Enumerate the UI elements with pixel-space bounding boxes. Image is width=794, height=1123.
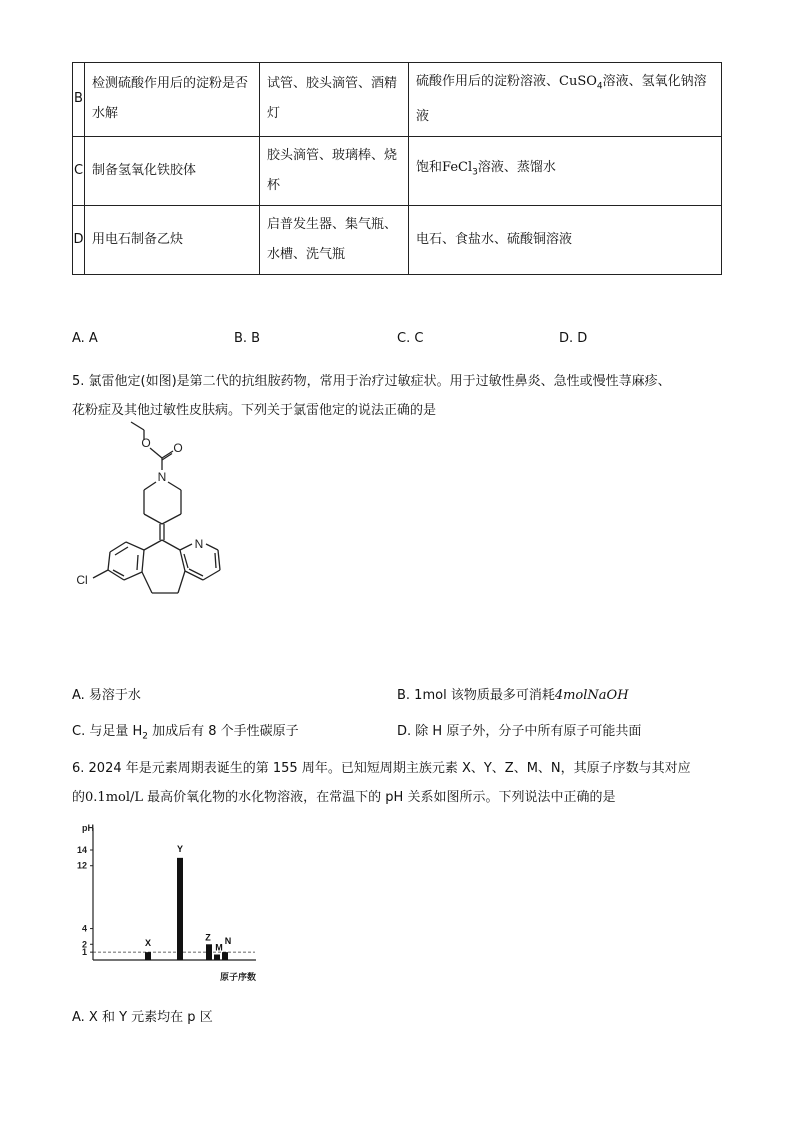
bar-label-n: N xyxy=(224,936,232,947)
bar-x xyxy=(145,952,151,960)
q5-stem xyxy=(72,367,732,425)
q5-option-b-text: B. 1mol 该物质最多可消耗 xyxy=(397,688,555,703)
bar-n xyxy=(222,952,228,960)
y-tick-label: 14 xyxy=(76,845,87,855)
q6-stem-line1: 6. 2024 年是元素周期表诞生的第 155 周年。已知短周期主族元素 X、Y、Z、M、N，其原子序数与其对应 xyxy=(72,761,691,776)
q5-option-b[interactable] xyxy=(397,684,629,703)
bar-m xyxy=(214,955,220,961)
y-tick-label: 12 xyxy=(76,860,87,871)
y-tick-label: 1 xyxy=(81,947,87,958)
bar-label-y: Y xyxy=(176,843,184,854)
chemical-formula: CuSO xyxy=(559,74,597,89)
row-label: B xyxy=(73,63,85,137)
reagents-cell xyxy=(409,136,722,205)
instruments-cell: 试管、胶头滴管、酒精灯 xyxy=(260,63,409,137)
table-row xyxy=(73,63,722,137)
formula-subscript: 4 xyxy=(596,81,603,92)
atom-oxygen-carbonyl: O xyxy=(173,441,183,455)
loratadine-structure xyxy=(60,418,260,628)
row-label: C xyxy=(73,136,85,205)
row-label: D xyxy=(73,205,85,274)
atom-nitrogen-piperidine: N xyxy=(157,470,167,484)
reagents-cell xyxy=(409,205,722,274)
bar-label-m: M xyxy=(215,942,223,953)
q5-option-d[interactable]: D. 除 H 原子外，分子中所有原子可能共面 xyxy=(397,724,642,739)
reagents-text-tail: 溶液、蒸馏水 xyxy=(477,160,556,176)
table-row xyxy=(73,136,722,205)
q4-option-b[interactable]: B. B xyxy=(234,331,261,346)
instruments-cell: 胶头滴管、玻璃棒、烧杯 xyxy=(260,136,409,205)
q6-stem xyxy=(72,754,732,812)
q5-option-c-text2: 加成后有 8 个手性碳原子 xyxy=(147,724,299,739)
q4-option-a[interactable]: A. A xyxy=(72,331,98,346)
reagents-text: 电石、食盐水、硫酸铜溶液 xyxy=(416,231,573,247)
x-axis-title: 原子序数 xyxy=(220,972,257,982)
q6-stem-line2-post: 最高价氧化物的水化物溶液，在常温下的 pH 关系如图所示。下列说法中正确的是 xyxy=(143,790,616,805)
y-axis-title: pH xyxy=(82,823,94,833)
bar-label-x: X xyxy=(144,938,152,949)
q4-option-c[interactable]: C. C xyxy=(397,331,424,346)
chemical-formula: FeCl xyxy=(442,160,473,176)
experiment-purpose: 检测硫酸作用后的淀粉是否水解 xyxy=(85,63,260,137)
atom-oxygen-ester: O xyxy=(141,436,151,450)
bar-y xyxy=(177,858,183,960)
q6-stem-line2 xyxy=(72,783,732,812)
experiment-purpose: 制备氢氧化铁胶体 xyxy=(85,136,260,205)
q5-option-b-formula: 4molNaOH xyxy=(554,688,629,703)
atom-chlorine: Cl xyxy=(76,573,88,587)
q5-stem-line1: 5. 氯雷他定(如图)是第二代的抗组胺药物，常用于治疗过敏症状。用于过敏性鼻炎、急性或慢性荨麻疹、 xyxy=(72,374,671,389)
q5-option-c-text: C. 与足量 H xyxy=(72,724,143,739)
q4-option-d[interactable]: D. D xyxy=(559,331,588,346)
q6-option-a[interactable]: A. X 和 Y 元素均在 p 区 xyxy=(72,1010,213,1025)
y-tick-label: 2 xyxy=(81,939,87,950)
q5-option-c[interactable] xyxy=(72,720,299,742)
q5-option-c-sub: 2 xyxy=(142,731,148,742)
q5-option-a[interactable]: A. 易溶于水 xyxy=(72,688,141,703)
q5-stem-line2: 花粉症及其他过敏性皮肤病。下列关于氯雷他定的说法正确的是 xyxy=(72,403,437,418)
experiment-purpose: 用电石制备乙炔 xyxy=(85,205,260,274)
instruments-cell: 启普发生器、集气瓶、水槽、洗气瓶 xyxy=(260,205,409,274)
bar-label-z: Z xyxy=(205,932,211,943)
formula-subscript: 3 xyxy=(472,167,478,178)
table-row xyxy=(73,205,722,274)
q6-stem-line2-pre: 的 xyxy=(72,790,86,805)
ph-bar-chart xyxy=(70,820,270,990)
bar-z xyxy=(206,944,212,960)
reagents-text: 饱和 xyxy=(416,160,443,176)
experiment-table xyxy=(72,62,722,275)
reagents-cell xyxy=(409,63,722,137)
y-tick-label: 4 xyxy=(81,923,87,934)
q6-stem-concentration: 0.1mol/L xyxy=(85,790,144,805)
atom-nitrogen-pyridine: N xyxy=(194,537,204,551)
reagents-text-tail: 溶液、氢氧化钠溶液 xyxy=(416,74,707,124)
reagents-text: 硫酸作用后的淀粉溶液、 xyxy=(416,74,560,89)
